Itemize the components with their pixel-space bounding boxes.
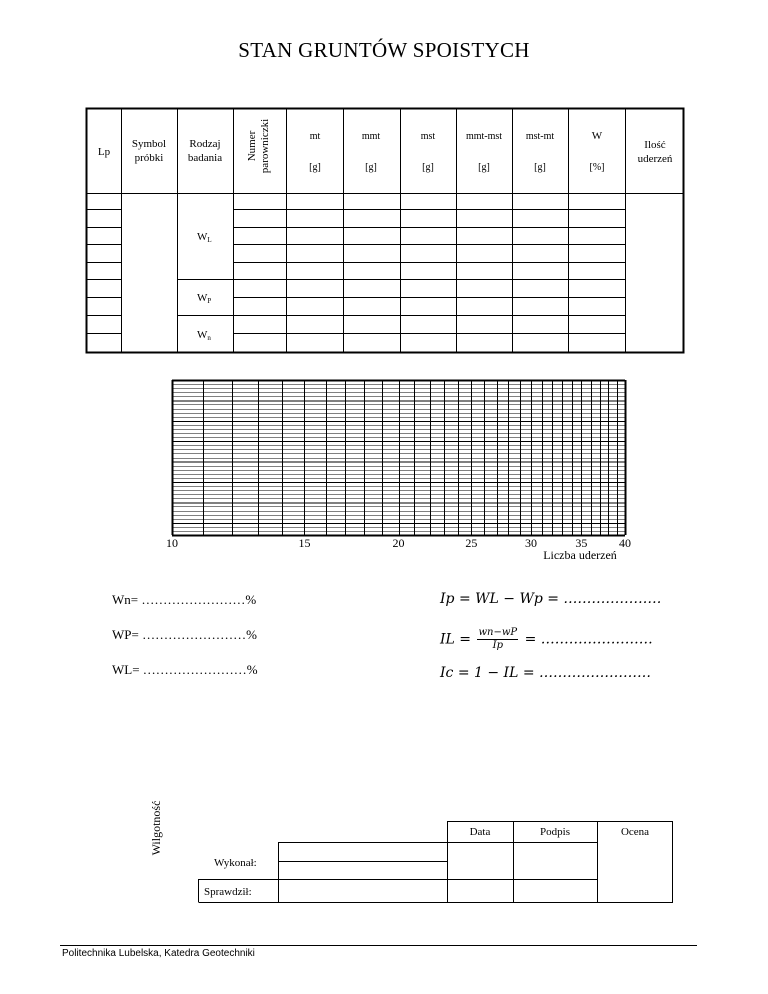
header-rodzaj-2: badania	[187, 152, 223, 164]
header-w: W	[591, 130, 603, 142]
header-numer-2: parowniczki	[259, 118, 271, 174]
unit-mmt-mst: [g]	[478, 162, 490, 173]
sig-row-wykonal: Wykonał:	[214, 857, 257, 869]
x-tick-label: 10	[166, 536, 178, 550]
x-tick-label: 20	[392, 536, 405, 550]
x-tick-label: 40	[619, 536, 631, 550]
header-symbol-2: próbki	[134, 152, 164, 164]
sig-row-sprawdzil: Sprawdził:	[204, 886, 252, 898]
header-mt: mt	[309, 131, 321, 142]
header-rodzaj-1: Rodzaj	[189, 138, 221, 150]
header-numer-1: Numer	[246, 130, 258, 162]
sig-col-podpis: Podpis	[540, 826, 570, 838]
header-ilosc-2: uderzeń	[637, 153, 673, 165]
unit-w: [%]	[589, 162, 605, 173]
sig-col-ocena: Ocena	[620, 826, 650, 838]
row-label-wl: WL	[197, 231, 212, 244]
unit-mst-mt: [g]	[534, 162, 546, 173]
header-mmt-mst: mmt-mst	[465, 131, 503, 142]
header-symbol-1: Symbol	[131, 138, 167, 150]
row-label-wp: WP	[197, 292, 212, 305]
page-title: STAN GRUNTÓW SPOISTYCH	[238, 38, 530, 62]
chart-ylabel: Wilgotność	[149, 800, 163, 856]
unit-mmt: [g]	[365, 162, 377, 173]
unit-mt: [g]	[309, 162, 321, 173]
header-lp: Lp	[97, 146, 111, 158]
x-tick-label: 35	[575, 536, 588, 550]
formula-il	[440, 627, 653, 652]
footer-text: Politechnika Lubelska, Katedra Geotechniki	[62, 948, 255, 959]
unit-mst: [g]	[422, 162, 434, 173]
x-tick-label: 25	[465, 536, 478, 550]
result-wn: Wn= ……………………%	[112, 592, 257, 607]
sig-col-data: Data	[469, 826, 491, 838]
header-ilosc-1: Ilość	[644, 139, 666, 151]
row-label-wn: Wn	[197, 329, 211, 342]
x-tick-label: 30	[524, 536, 537, 550]
formula-il-left: IL =	[440, 631, 472, 648]
formula-ic: Ic = 1 − IL = ……………………	[440, 665, 651, 681]
header-mmt: mmt	[361, 131, 381, 142]
footer-rule	[60, 945, 697, 946]
header-mst: mst	[420, 131, 436, 142]
result-wl: WL= ……………………%	[112, 662, 258, 677]
signature-table	[0, 810, 768, 920]
formula-ip: Ip = WL − Wp = …………………	[440, 591, 662, 607]
formula-il-right: = ……………………	[524, 631, 653, 648]
x-tick-label: 15	[298, 536, 311, 550]
chart-xlabel: Liczba uderzeń	[543, 548, 617, 562]
data-table	[0, 0, 768, 370]
formula-il-numerator: wn−wP	[478, 627, 518, 638]
result-wp: WP= ……………………%	[112, 627, 257, 642]
formula-il-denominator: Ip	[492, 640, 503, 651]
header-mst-mt: mst-mt	[525, 131, 555, 142]
